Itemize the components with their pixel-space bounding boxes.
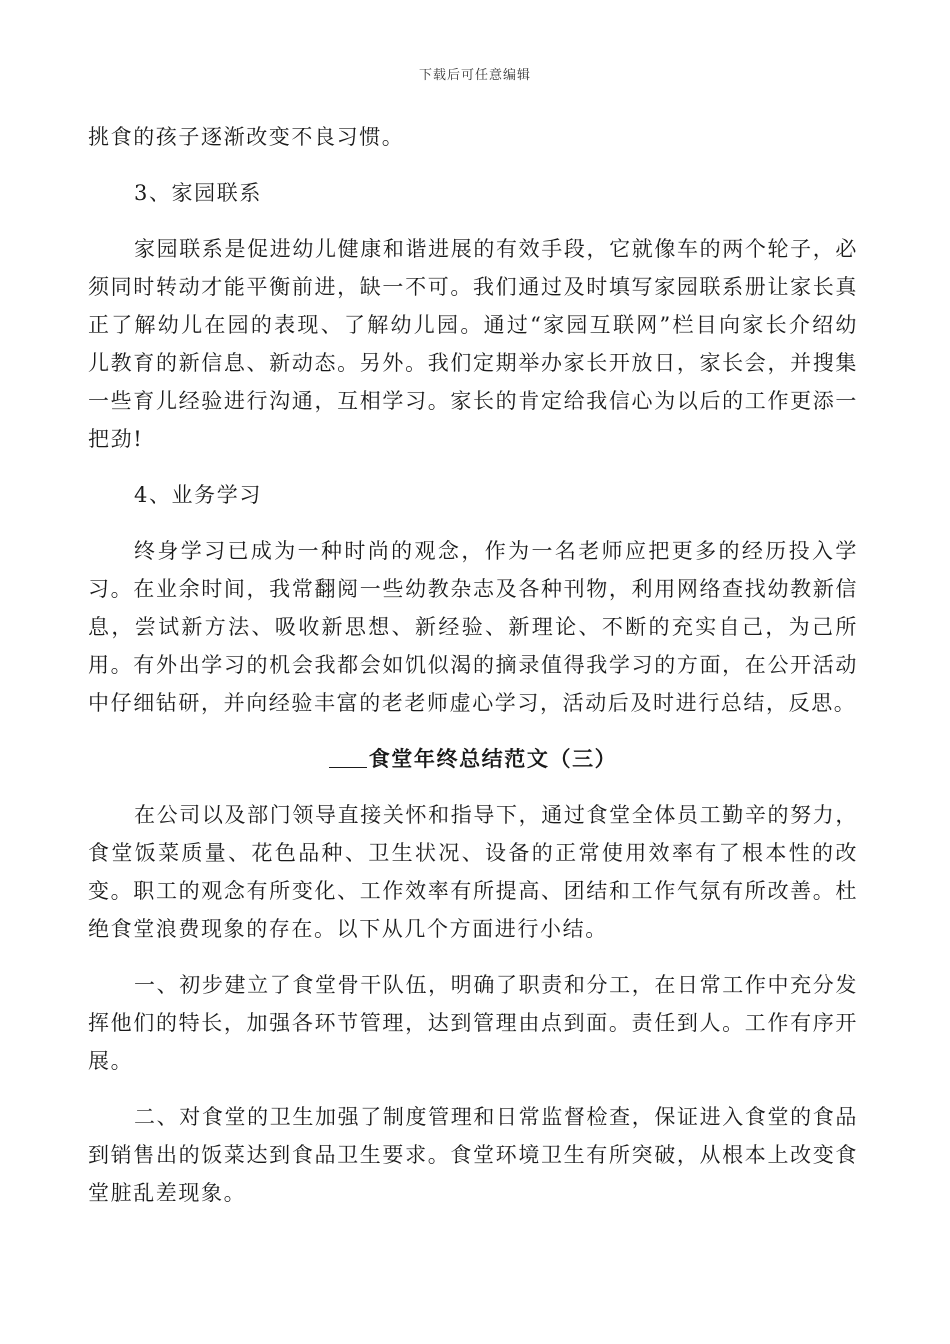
title-blank-underline — [329, 743, 367, 768]
document-title — [88, 740, 858, 778]
paragraph-point-one: 一、初步建立了食堂骨干队伍，明确了职责和分工，在日常工作中充分发挥他们的特长，加强各环节管理，达到管理由点到面。责任到人。工作有序开展。 — [88, 973, 858, 1073]
section-heading-home-school: 3、家园联系 — [134, 181, 262, 205]
paragraph-intro: 在公司以及部门领导直接关怀和指导下，通过食堂全体员工勤辛的努力，食堂饭菜质量、花色品种、卫生状况、设备的正常使用效率有了根本性的改变。职工的观念有所变化、工作效率有所提高、团结和工作气氛有所改善。杜绝食堂浪费现象的存在。以下从几个方面进行小结。 — [88, 803, 858, 941]
paragraph-home-school: 家园联系是促进幼儿健康和谐进展的有效手段，它就像车的两个轮子，必须同时转动才能平衡前进，缺一不可。我们通过及时填写家园联系册让家长真正了解幼儿在园的表现、了解幼儿园。通过“家园互联网”栏目向家长介绍幼儿教育的新信息、新动态。另外。我们定期举办家长开放日，家长会，并搜集一些育儿经验进行沟通，互相学习。家长的肯定给我信心为以后的工作更添一把劲! — [88, 237, 858, 451]
document-title-text: 食堂年终总结范文（三） — [368, 746, 618, 771]
paragraph-point-two: 二、对食堂的卫生加强了制度管理和日常监督检查，保证进入食堂的食品到销售出的饭菜达到食品卫生要求。食堂环境卫生有所突破，从根本上改变食堂脏乱差现象。 — [88, 1105, 858, 1205]
section-heading-study: 4、业务学习 — [134, 483, 262, 507]
paragraph-study: 终身学习已成为一种时尚的观念，作为一名老师应把更多的经历投入学习。在业余时间，我常翻阅一些幼教杂志及各种刊物，利用网络查找幼教新信息，尝试新方法、吸收新思想、新经验、新理论、不断的充实自己，为己所用。有外出学习的机会我都会如饥似渴的摘录值得我学习的方面，在公开活动中仔细钻研，并向经验丰富的老老师虚心学习，活动后及时进行总结，反思。 — [88, 539, 858, 715]
paragraph-continued: 挑食的孩子逐渐改变不良习惯。 — [88, 125, 405, 149]
page-header-note: 下载后可任意编辑 — [418, 68, 531, 83]
document-body — [88, 118, 858, 1212]
